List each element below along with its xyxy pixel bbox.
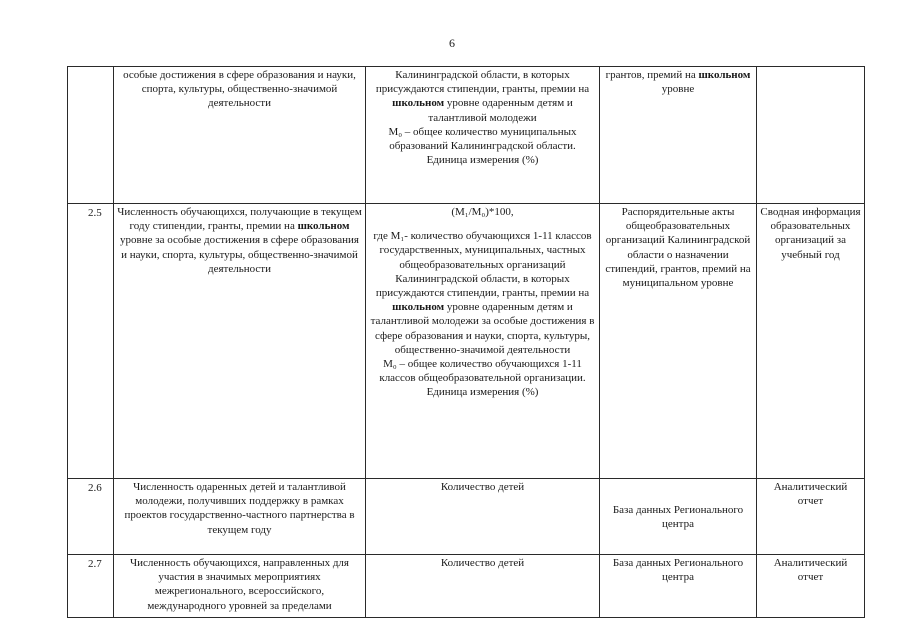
indicators-table [67, 66, 865, 618]
source-cell: грантов, премий на школьном уровне [600, 67, 757, 204]
source-cell: База данных Регионального центра [600, 555, 757, 618]
method-cell: Количество детей [366, 555, 600, 618]
unit-of-measure: Единица измерения (%) [426, 154, 539, 167]
page-number: 6 [449, 36, 455, 50]
table-row-2-5 [68, 204, 865, 479]
indicator-cell: Численность обучающихся, направленных для участия в значимых мероприятиях межрегионального, всероссийского, международного уровней за пределами [114, 555, 366, 618]
reporting-cell: Сводная информация образовательных организаций за учебный год [757, 204, 865, 479]
row-number-cell [68, 67, 114, 204]
indicator-cell: Численность одаренных детей и талантливой молодежи, получивших поддержку в рамках проектов государственно-частного партнерства в текущем году [114, 479, 366, 555]
row-number-cell: 2.7 [68, 555, 114, 618]
method-cell [366, 204, 600, 479]
reporting-cell: Аналитический отчет [757, 555, 865, 618]
row-number-cell: 2.5 [68, 204, 114, 479]
table-row-continuation [68, 67, 865, 204]
row-number-cell: 2.6 [68, 479, 114, 555]
unit-of-measure: Единица измерения (%) [426, 386, 539, 399]
method-paragraph: Калининградской области, в которых присуждаются стипендии, гранты, премии на школьном уровне одаренным детям и талантливой молодежи [375, 69, 590, 124]
method-denominator: M₀ – общее количество обучающихся 1-11 классов общеобразовательной организации. [379, 358, 586, 385]
reporting-cell [757, 67, 865, 204]
reporting-cell: Аналитический отчет [757, 479, 865, 555]
indicator-text: особые достижения в сфере образования и науки, спорта, культуры, общественно-значимой деятельности [123, 69, 356, 110]
indicator-cell: Численность обучающихся, получающие в текущем году стипендии, гранты, премии на школьном уровне за особые достижения в сфере образования и науки, спорта, культуры, общественно-значимой деятельности [114, 204, 366, 479]
method-cell [366, 67, 600, 204]
method-cell: Количество детей [366, 479, 600, 555]
table-row-2-6 [68, 479, 865, 555]
formula: (M₁/M₀)*100, [451, 206, 514, 218]
table-row-2-7 [68, 555, 865, 618]
indicator-cell [114, 67, 366, 204]
source-cell: Распорядительные акты общеобразовательных организаций Калининградской области о назначении стипендий, грантов, премий на муниципальном уровне [600, 204, 757, 479]
method-paragraph: где M₁- количество обучающихся 1-11 классов государственных, муниципальных, частных общеобразовательных организаций Калининградской области, в которых присуждаются стипендии, гранты, премии на школьном уровне одаренным детям и талантливой молодежи за особые достижения в сфере образования и науки, спорта, культуры, общественно-значимой деятельности [370, 230, 595, 356]
source-cell: База данных Регионального центра [600, 479, 757, 555]
method-denominator: M₀ – общее количество муниципальных образований Калининградской области. [388, 125, 577, 153]
